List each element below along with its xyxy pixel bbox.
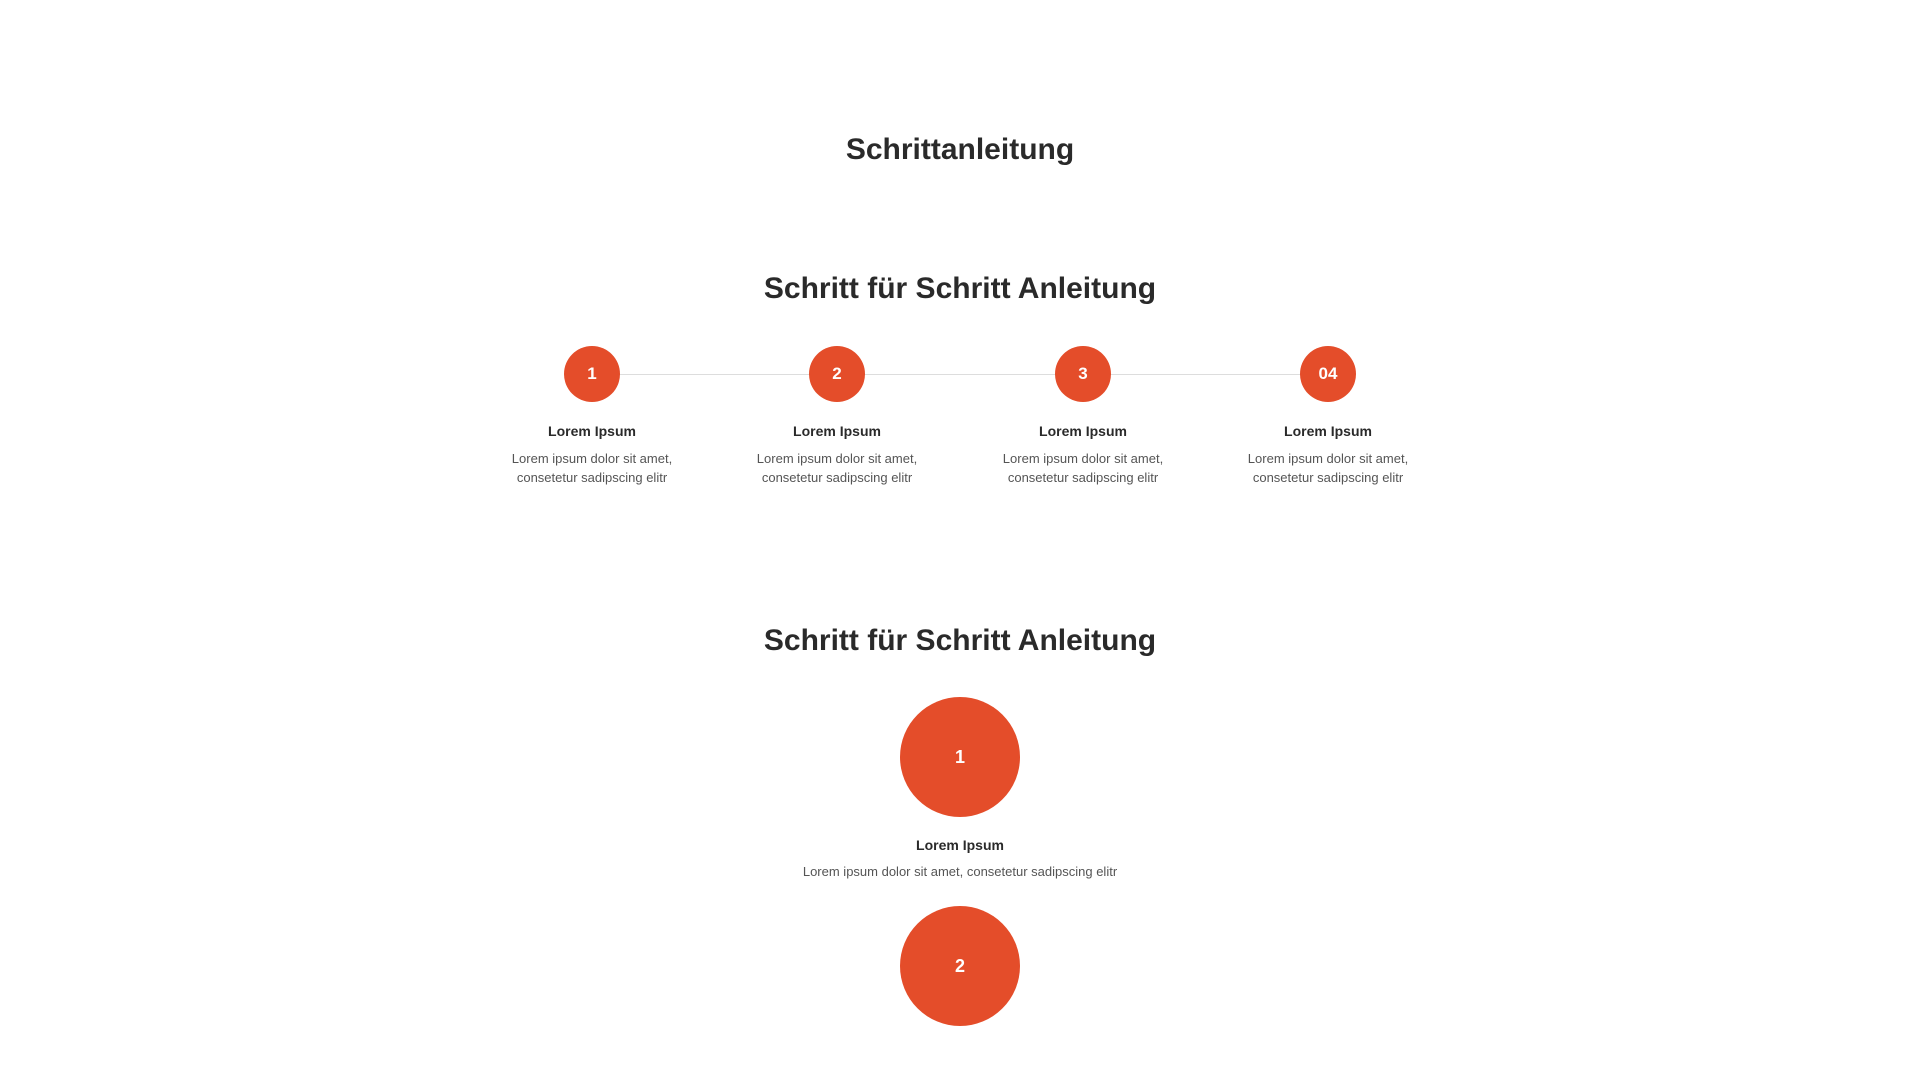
page-title: Schrittanleitung	[845, 133, 1075, 166]
step-number-badge: 1	[900, 697, 1020, 817]
vertical-step-item-1	[0, 697, 1920, 881]
step-label: Lorem Ipsum	[793, 423, 881, 439]
step-number-badge: 04	[1300, 346, 1356, 402]
step-description: Lorem ipsum dolor sit amet, consetetur sadipscing elitr	[1002, 451, 1164, 485]
step-description: Lorem ipsum dolor sit amet, consetetur sadipscing elitr	[511, 451, 673, 485]
step-item-1	[492, 346, 692, 487]
step-item-3	[983, 346, 1183, 487]
step-description: Lorem ipsum dolor sit amet, consetetur sadipscing elitr	[802, 864, 1118, 879]
step-number-badge: 1	[564, 346, 620, 402]
step-description: Lorem ipsum dolor sit amet, consetetur sadipscing elitr	[1247, 451, 1409, 485]
step-number-badge: 3	[1055, 346, 1111, 402]
step-number-badge: 2	[900, 906, 1020, 1026]
horizontal-steps	[492, 346, 1476, 506]
step-label: Lorem Ipsum	[548, 423, 636, 439]
section-title-horizontal: Schritt für Schritt Anleitung	[763, 272, 1157, 305]
vertical-step-item-2	[0, 906, 1920, 1026]
step-item-2	[737, 346, 937, 487]
step-label: Lorem Ipsum	[1284, 423, 1372, 439]
step-item-4	[1228, 346, 1428, 487]
step-label: Lorem Ipsum	[1039, 423, 1127, 439]
section-title-vertical: Schritt für Schritt Anleitung	[763, 624, 1157, 657]
step-label: Lorem Ipsum	[916, 837, 1004, 853]
step-number-badge: 2	[809, 346, 865, 402]
step-description: Lorem ipsum dolor sit amet, consetetur sadipscing elitr	[756, 451, 918, 485]
